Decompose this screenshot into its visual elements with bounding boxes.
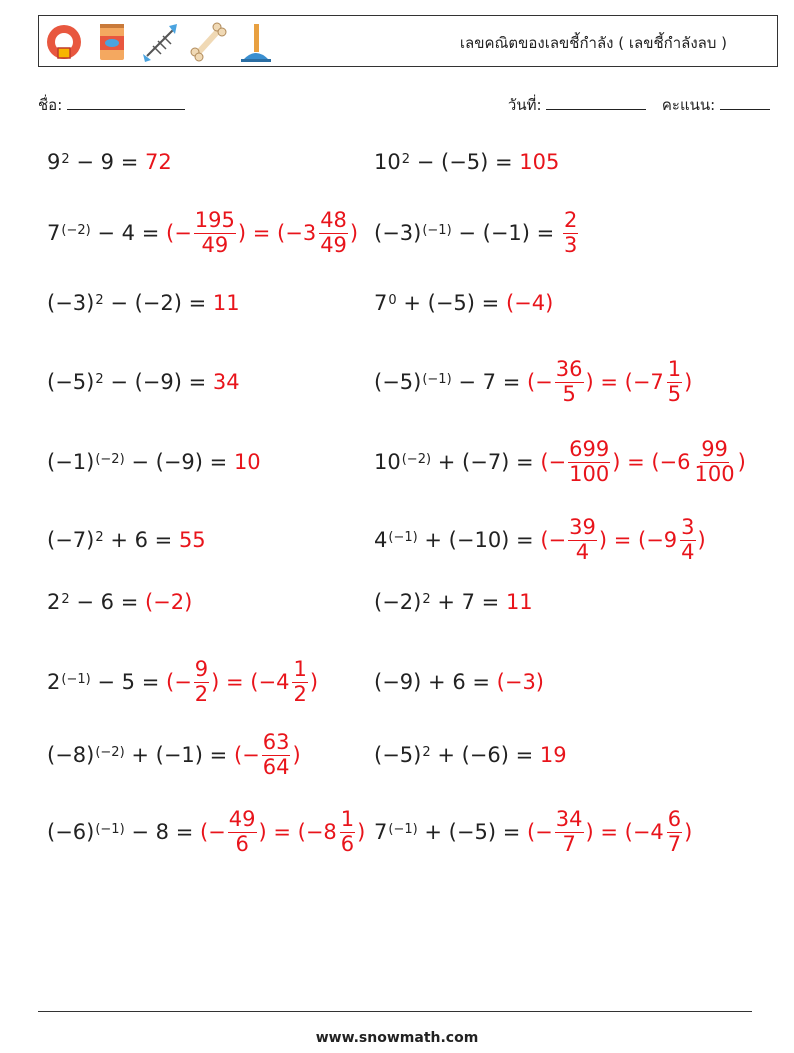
answer-value: 72 xyxy=(144,150,172,174)
operator: − xyxy=(97,221,115,245)
numerator: 99 xyxy=(701,437,728,462)
problem-item: 7 $^{(-2)}$ − 4 = (− $\frac{195}{49}$ ) = (−3 $\frac{48}{49}$ ) xyxy=(47,208,359,257)
mixed-whole: ) = (−8 xyxy=(258,820,337,844)
denominator: 4 xyxy=(681,539,695,564)
denominator: 5 xyxy=(667,381,682,406)
denominator: 100 xyxy=(694,461,735,486)
base: (−9) xyxy=(374,670,422,694)
answer-sign: (− xyxy=(166,670,192,694)
answer-close: ) xyxy=(684,370,693,394)
operand: 6 xyxy=(134,528,148,552)
operand: (−5) xyxy=(441,150,489,174)
answer-fraction xyxy=(568,516,597,563)
answer-sign: (− xyxy=(233,743,260,767)
worksheet-header xyxy=(38,15,778,67)
denominator: 7 xyxy=(667,831,682,856)
answer-value: (−2) xyxy=(144,590,193,614)
date-label: วันที่: xyxy=(507,96,542,114)
numerator: 3 xyxy=(681,515,695,540)
numerator: 6 xyxy=(667,807,682,832)
answer-close: ) xyxy=(292,743,301,767)
plunger-icon xyxy=(235,20,277,64)
base: 7 xyxy=(374,291,388,315)
operand: (−1) xyxy=(482,221,530,245)
cat-food-bag-icon xyxy=(91,20,133,64)
name-blank[interactable] xyxy=(67,95,185,110)
operator: + xyxy=(437,450,456,474)
answer-fraction xyxy=(555,358,584,405)
operator: − xyxy=(76,150,94,174)
exponent: 0 xyxy=(388,292,397,308)
operand: (−5) xyxy=(448,820,497,844)
operand: 6 xyxy=(100,590,115,614)
answer-sign: (− xyxy=(526,820,553,844)
denominator: 6 xyxy=(235,831,249,856)
problem-item: (−3) $^2$ − (−2) = 11 xyxy=(47,291,240,315)
exponent: 2 xyxy=(95,529,104,545)
answer xyxy=(166,209,358,256)
answer-value: (−3) xyxy=(496,670,544,694)
operand: (−1) xyxy=(155,743,203,767)
exponent: (−2) xyxy=(95,744,125,760)
exponent: 2 xyxy=(61,591,70,607)
exponent: (−1) xyxy=(95,821,125,837)
problem-item: 7 $^{(-1)}$ + (−5) = (− $\frac{34}{7}$ ) = (−4 $\frac{6}{7}$ ) xyxy=(374,807,693,856)
answer xyxy=(213,291,240,315)
base: (−5) xyxy=(374,743,422,767)
operator: + xyxy=(403,291,421,315)
exponent: (−2) xyxy=(61,222,91,238)
answer-value: 19 xyxy=(539,743,567,767)
footer-url: www.snowmath.com xyxy=(315,1030,479,1046)
answer-value: 10 xyxy=(233,450,261,474)
answer xyxy=(145,590,192,614)
name-field xyxy=(38,93,185,117)
base: 2 xyxy=(47,590,61,614)
base: 7 xyxy=(374,820,388,844)
score-label: คะแนน: xyxy=(661,96,716,114)
denominator: 2 xyxy=(194,681,209,706)
problem-item: 10 $^{(-2)}$ + (−7) = (− $\frac{699}{100}$ ) = (−6 $\frac{99}{100}$ ) xyxy=(374,437,746,486)
answer xyxy=(519,150,559,174)
operand: (−9) xyxy=(134,370,182,394)
numerator: 63 xyxy=(262,730,290,755)
answer xyxy=(540,516,705,563)
mixed-whole: ) = (−4 xyxy=(585,820,664,844)
date-blank[interactable] xyxy=(546,95,646,110)
problem-item: (−3) $^{(-1)}$ − (−1) = $\frac{2}{3}$ xyxy=(374,198,580,268)
base: (−5) xyxy=(47,370,95,394)
answer-close: ) xyxy=(309,670,319,694)
operator: − xyxy=(131,450,149,474)
numerator: 36 xyxy=(555,357,583,382)
operator: − xyxy=(110,291,128,315)
operator: + xyxy=(424,820,442,844)
denominator: 6 xyxy=(340,831,355,856)
footer-divider xyxy=(38,1011,752,1012)
operand: 7 xyxy=(461,590,475,614)
problem-item: (−2) $^2$ + 7 = 11 xyxy=(374,590,533,614)
score-blank[interactable] xyxy=(720,95,770,110)
operator: − xyxy=(97,670,115,694)
numerator: 39 xyxy=(569,515,596,540)
answer-fraction xyxy=(568,438,610,485)
answer-sign: (− xyxy=(540,450,567,474)
denominator: 64 xyxy=(262,754,290,779)
operand: 9 xyxy=(100,150,115,174)
answer xyxy=(145,150,172,174)
exponent: (−1) xyxy=(388,821,418,837)
denominator: 7 xyxy=(562,831,576,856)
base: (−6) xyxy=(47,820,95,844)
fish-bone-icon xyxy=(139,20,181,64)
operand: (−2) xyxy=(134,291,182,315)
operand: (−10) xyxy=(448,528,510,552)
answer xyxy=(540,438,745,485)
exponent: 2 xyxy=(401,151,411,167)
problem-item: (−7) $^2$ + 6 = 55 xyxy=(47,528,206,552)
base: 7 xyxy=(47,221,61,245)
operand: 7 xyxy=(482,370,497,394)
problem-item: (−5) $^2$ + (−6) = 19 xyxy=(374,743,567,767)
mixed-whole: ) = (−9 xyxy=(598,528,678,552)
answer-close: ) xyxy=(357,820,366,844)
problem-item: 9 $^2$ − 9 = 72 xyxy=(47,150,172,174)
base: 10 xyxy=(374,450,401,474)
operand: 5 xyxy=(121,670,136,694)
exponent: 2 xyxy=(422,744,431,760)
answer-close: ) xyxy=(737,450,746,474)
numerator: 195 xyxy=(194,208,235,233)
operator: − xyxy=(76,590,94,614)
problem-item: 2 $^{(-1)}$ − 5 = (− $\frac{9}{2}$ ) = (−4 $\frac{1}{2}$ ) xyxy=(47,657,319,706)
operator: + xyxy=(428,670,446,694)
answer xyxy=(213,370,240,394)
exponent: (−1) xyxy=(422,371,452,387)
answer-fraction xyxy=(194,658,209,705)
operator: + xyxy=(110,528,128,552)
answer-close: ) xyxy=(349,221,359,245)
answer xyxy=(527,808,692,855)
operand: (−5) xyxy=(427,291,475,315)
answer xyxy=(234,450,261,474)
operator: + xyxy=(424,528,442,552)
answer xyxy=(497,670,544,694)
operator: − xyxy=(110,370,128,394)
numerator: 1 xyxy=(340,807,355,832)
exponent: 2 xyxy=(95,292,104,308)
numerator: 49 xyxy=(228,807,256,832)
worksheet-title: เลขคณิตของเลขชี้กำลัง ( เลขชี้กำลังลบ ) xyxy=(459,34,727,52)
numerator: 34 xyxy=(555,807,583,832)
operand: 8 xyxy=(155,820,170,844)
exponent: (−1) xyxy=(388,529,418,545)
base: (−3) xyxy=(47,291,95,315)
exponent: (−1) xyxy=(61,671,91,687)
numerator: 9 xyxy=(194,657,209,682)
mixed-fraction xyxy=(680,516,695,563)
answer-value: (−4) xyxy=(505,291,554,315)
operator: + xyxy=(131,743,149,767)
answer-fraction xyxy=(194,209,236,256)
answer xyxy=(527,358,692,405)
denominator: 4 xyxy=(575,539,590,564)
answer xyxy=(200,808,365,855)
life-ring-icon xyxy=(43,20,85,64)
problem-item: (−6) $^{(-1)}$ − 8 = (− $\frac{49}{6}$ ) = (−8 $\frac{1}{6}$ ) xyxy=(47,807,366,856)
denominator: 49 xyxy=(320,232,347,257)
exponent: (−2) xyxy=(95,451,125,467)
base: 4 xyxy=(374,528,388,552)
mixed-fraction xyxy=(292,658,307,705)
denominator: 49 xyxy=(201,232,229,257)
answer-fraction xyxy=(563,209,578,256)
exponent: 2 xyxy=(95,371,104,387)
numerator: 48 xyxy=(320,208,347,233)
answer xyxy=(179,528,206,552)
answer-value: 11 xyxy=(505,590,533,614)
operand: (−9) xyxy=(155,450,203,474)
operator: − xyxy=(458,221,476,245)
answer-sign: (− xyxy=(540,528,567,552)
name-label: ชื่อ: xyxy=(38,96,63,114)
date-score-fields xyxy=(508,93,770,117)
problem-item: 7 $^0$ + (−5) = (−4) xyxy=(374,291,554,315)
problem-item: (−5) $^{(-1)}$ − 7 = (− $\frac{36}{5}$ ) = (−7 $\frac{1}{5}$ ) xyxy=(374,357,693,406)
problem-item: (−8) $^{(-2)}$ + (−1) = (− $\frac{63}{64}$ ) xyxy=(47,730,301,779)
operator: − xyxy=(131,820,149,844)
base: (−7) xyxy=(47,528,95,552)
denominator: 100 xyxy=(569,461,610,486)
answer-close: ) xyxy=(697,528,706,552)
answer xyxy=(561,209,580,256)
answer xyxy=(234,731,301,778)
denominator: 3 xyxy=(563,232,578,257)
operand: (−7) xyxy=(462,450,510,474)
answer-value: 34 xyxy=(212,370,240,394)
exponent: (−1) xyxy=(422,222,452,238)
exponent: 2 xyxy=(61,151,70,167)
base: (−3) xyxy=(374,221,422,245)
answer-value: 105 xyxy=(519,150,560,174)
operand: 4 xyxy=(121,221,136,245)
mixed-whole: ) = (−6 xyxy=(612,450,691,474)
answer-close: ) xyxy=(684,820,693,844)
operand: 6 xyxy=(452,670,466,694)
base: (−8) xyxy=(47,743,95,767)
base: 10 xyxy=(374,150,401,174)
problem-item: (−5) $^2$ − (−9) = 34 xyxy=(47,370,240,394)
answer xyxy=(506,590,533,614)
answer-value: 55 xyxy=(178,528,206,552)
dog-bone-icon xyxy=(187,20,229,64)
mixed-fraction xyxy=(694,438,736,485)
mixed-fraction xyxy=(667,358,682,405)
answer-sign: (− xyxy=(166,221,192,245)
answer-sign: (− xyxy=(526,370,553,394)
base: 9 xyxy=(47,150,61,174)
exponent: (−2) xyxy=(401,451,432,467)
answer-value: 11 xyxy=(212,291,240,315)
mixed-whole: ) = (−3 xyxy=(237,221,317,245)
answer xyxy=(506,291,553,315)
problem-item: 2 $^2$ − 6 = (−2) xyxy=(47,590,193,614)
problem-item: 10 $^2$ − (−5) = 105 xyxy=(374,150,560,174)
answer-sign: (− xyxy=(199,820,226,844)
operand: (−6) xyxy=(461,743,509,767)
denominator: 5 xyxy=(562,381,576,406)
numerator: 1 xyxy=(293,657,307,682)
operator: − xyxy=(416,150,435,174)
problem-item: (−1) $^{(-2)}$ − (−9) = 10 xyxy=(47,450,261,474)
mixed-whole: ) = (−4 xyxy=(211,670,290,694)
problem-item: 4 $^{(-1)}$ + (−10) = (− $\frac{39}{4}$ ) = (−9 $\frac{3}{4}$ ) xyxy=(374,515,706,564)
numerator: 2 xyxy=(563,208,578,233)
numerator: 1 xyxy=(667,357,682,382)
operator: + xyxy=(437,743,455,767)
mixed-fraction xyxy=(340,808,355,855)
answer-fraction xyxy=(262,731,291,778)
base: (−2) xyxy=(374,590,422,614)
base: (−5) xyxy=(374,370,422,394)
header-icons xyxy=(43,20,277,64)
answer-fraction xyxy=(555,808,584,855)
base: 2 xyxy=(47,670,61,694)
operator: − xyxy=(458,370,476,394)
mixed-whole: ) = (−7 xyxy=(585,370,664,394)
denominator: 2 xyxy=(293,681,307,706)
operator: + xyxy=(437,590,455,614)
mixed-fraction xyxy=(319,209,348,256)
numerator: 699 xyxy=(569,437,610,462)
mixed-fraction xyxy=(667,808,682,855)
answer xyxy=(540,743,567,767)
base: (−1) xyxy=(47,450,95,474)
problem-item: (−9) + 6 = (−3) xyxy=(374,670,544,694)
answer-fraction xyxy=(228,808,257,855)
answer xyxy=(166,658,318,705)
exponent: 2 xyxy=(422,591,431,607)
